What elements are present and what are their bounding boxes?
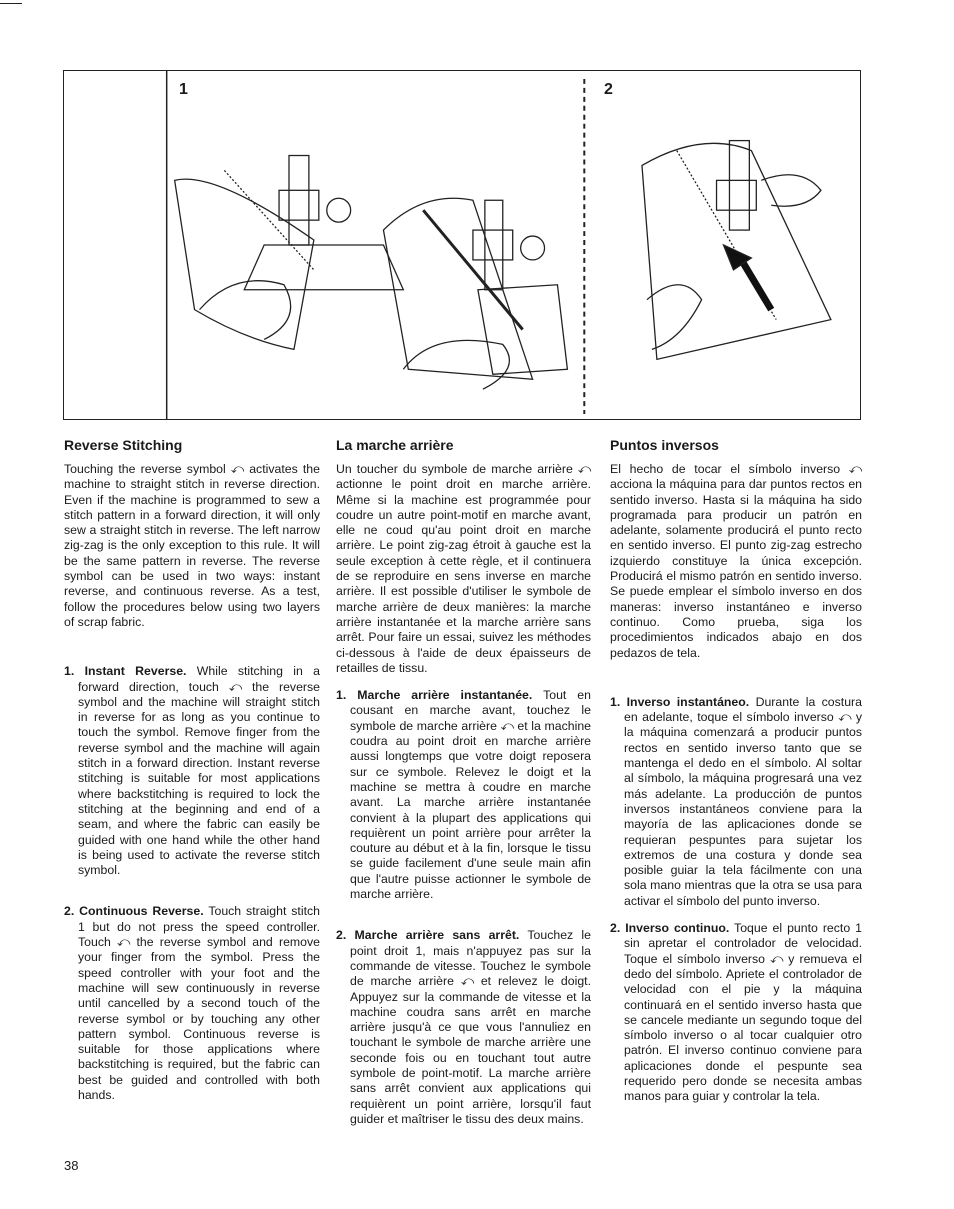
spanish-step-1-title: 1. Inverso instantáneo. [610, 694, 750, 709]
sewing-illustration [64, 71, 860, 419]
page-number: 38 [64, 1158, 79, 1173]
spanish-intro: El hecho de tocar el símbolo inverso ⤺ acciona la máquina para dar puntos rectos en sentido inverso. Hasta si la máquina ha sido programada para producir un patrón en adelante, solamente producirá el punto recto en sentido inverso. El punto zig-zag estrecho izquierdo constituye la única excepción. Producirá el mismo patrón en sentido inverso. Se puede emplear el símbolo inverso en dos maneras: inverso instantáneo e inverso continuo. Como prueba, siga los procedimientos indicados abajo en dos pedazos de tela. [610, 462, 862, 660]
machine-center-illustration [383, 198, 567, 389]
figure-label-1: 1 [179, 81, 188, 98]
spanish-step-1-text: Durante la costura en adelante, toque el símbolo inverso ⤺ y la máquina comenzará a producir puntos rectos en sentido inverso tanto que se mantenga el dedo en el símbolo. Al soltar al símbolo, la máquina progresará una vez más adelante. La producción de puntos inversos instantáneos conviene para la mayoría de las aplicaciones donde se requieran pespuntes para sujetar los extremos de una costura y donde sea posible guiar la tela fácilmente con una sola mano mientras que la otra se usa para activar el símbolo del punto inverso. [624, 694, 862, 908]
english-intro: Touching the reverse symbol ⤺ activates the machine to straight stitch in reverse direction. Even if the machine is programmed to sew a stitch pattern in a forward direction, it will only sew a straight stitch in reverse. The left narrow zig-zag is the only exception to this rule. It will be the same pattern in reverse. The reverse symbol can be used in two ways: instant reverse, and continuous reverse. As a test, follow the procedures below using two layers of scrap fabric. [64, 462, 320, 629]
corner-rule [0, 3, 22, 4]
french-column [336, 437, 591, 1127]
spanish-step-1 [610, 695, 862, 909]
english-column [64, 437, 320, 1103]
english-step-2 [64, 904, 320, 1103]
figure-label-2: 2 [604, 81, 613, 98]
spanish-column [610, 437, 862, 1105]
french-step-1 [336, 688, 591, 902]
illustration-panel [63, 70, 861, 420]
french-step-1-title: 1. Marche arrière instantanée. [336, 688, 533, 703]
french-step-2-text: Touchez le point droit 1, mais n'appuyez pas sur la commande de vitesse. Touchez le symbole de marche arrière ⤺ et relevez le doigt. Appuyez sur la commande de vitesse et la machine coudra sans arrêt en marche arrière jusqu'à ce que vous l'annuliez en touchant le symbole de marche arrière une seconde fois ou en touchant tout autre symbole de point-motif. La marche arrière sans arrêt convient aux applications qui requièrent un point arrière, lorsqu'il faut guider et maîtriser le tissu des deux mains. [350, 928, 592, 1126]
french-heading: La marche arrière [336, 437, 454, 453]
french-intro: Un toucher du symbole de marche arrière ⤺ actionne le point droit en marche arrière. Même si la machine est programmée pour coudre un autre point-motif en marche avant, elle ne coud qu'au point droit en marche arrière. Le point zig-zag étroit à gauche est la seule exception à cette règle, et il continuera de se reproduire en sens inverse en marche arrière. Il est possible d'utiliser le symbole de marche arrière de deux manières: la marche arrière instantanée et la marche arrière sans arrêt. Pour faire un essai, suivez les méthodes ci-dessous à l'aide de deux épaisseurs de retailles de tissu. [336, 462, 591, 675]
french-step-2-title: 2. Marche arrière sans arrêt. [336, 928, 520, 943]
spanish-step-2-title: 2. Inverso continuo. [610, 921, 730, 936]
spanish-step-2-text: Toque el punto recto 1 sin apretar el controlador de velocidad. Toque el símbolo inverso ⤺ y remueva el dedo del símbolo. Apriete el controlador de velocidad con el pie y la máquina continuará en el sentido inverso hasta que se cancele mediante un segundo toque del símbolo inverso o al tocar cualquier otro patrón. El inverso continuo conviene para aplicaciones donde el pespunte sea requerido pero donde se necesita ambas manos para guiar y controlar la tela. [624, 921, 862, 1104]
french-step-1-text: Tout en cousant en marche avant, touchez le symbole de marche arrière ⤺ et la machine coudra au point droit en marche arrière aussi longtemps que votre doigt reposera sur ce symbole. Relevez le doigt et la machine se mettra à coudre en marche avant. La marche arrière instantanée convient à la plupart des applications qui requièrent un point arrière pour arrêter la couture au début et à la fin, lorsque le tissu se guide facilement d'une seule main afin que l'autre puisse actionner le symbole de marche arrière. [350, 688, 591, 902]
english-step-2-title: 2. Continuous Reverse. [64, 904, 204, 919]
english-step-1-title: 1. Instant Reverse. [64, 664, 187, 679]
spanish-heading: Puntos inversos [610, 437, 719, 453]
english-step-1-text: While stitching in a forward direction, touch ⤺ the reverse symbol and the machine will straight stitch in reverse for as long as you continue to touch the symbol. Remove finger from the reverse symbol and the machine will again stitch in a forward direction. Instant reverse stitching is suitable for most applications where backstitching is required to lock the stitching at the beginning and end of a seam, and where the fabric can easily be guided with one hand while the other hand is being used to activate the reverse stitch symbol. [78, 664, 320, 878]
english-heading: Reverse Stitching [64, 437, 183, 453]
machine-reverse-illustration [642, 141, 831, 360]
french-step-2 [336, 928, 591, 1127]
english-step-2-text: Touch straight stitch 1 but do not press the speed controller. Touch ⤺ the reverse symbol and remove your finger from the symbol. Press the speed controller with your foot and the machine will sew continuously in reverse until cancelled by a second touch of the reverse symbol or by touching any other pattern symbol. Continuous reverse is suitable for those applications where backstitching is required, but the fabric can best be guided and controlled with both hands. [78, 904, 320, 1102]
spanish-step-2 [610, 921, 862, 1105]
english-step-1 [64, 664, 320, 878]
machine-presser-foot-illustration [175, 156, 404, 350]
